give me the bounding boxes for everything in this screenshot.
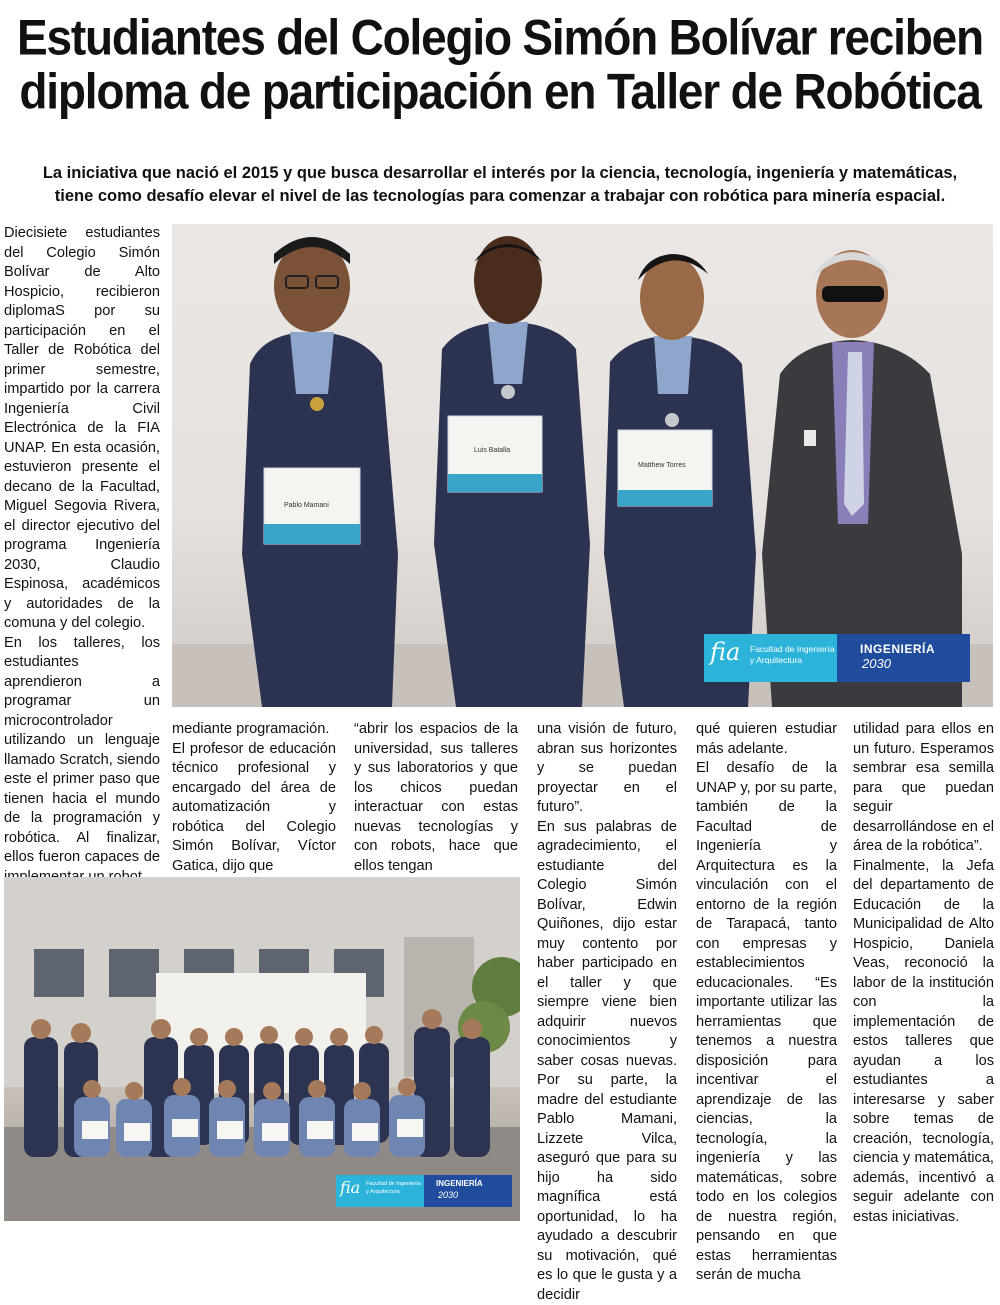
paragraph: mediante programación. bbox=[172, 720, 336, 740]
ingenieria-logo-word: INGENIERÍA bbox=[860, 642, 935, 656]
paragraph: En sus palabras de agradecimiento, el estudiante del Colegio Simón Bolívar, Edwin Quiñones, dijo estar muy contento por haber participado en el taller y que siempre viene bien adquirir nuevos conocimientos y saber cosas nuevas. Por su parte, la madre del estudiante Pablo Mamani, Lizzete Vilca, aseguró que para su hijo ha sido magnífica está oportunidad, lo ha ayudado a descubrir su motivación, qué es lo que le gusta y a decidir bbox=[537, 818, 677, 1305]
paragraph: El desafío de la UNAP y, por su parte, también de la Facultad de Ingeniería y Arquitectura es la vinculación con el entorno de la región de Tarapacá, tanto con empresas y establecimientos educacionales. “Es importante utilizar las herramientas que tenemos a nuestra disposición para incentivar el aprendizaje de las ciencias, la tecnología, la ingeniería y las matemáticas, sobre todo en los colegios de nuestra región, pensando en que estas herramientas serán de mucha bbox=[696, 759, 837, 1286]
headline bbox=[0, 10, 1000, 118]
diploma-name: Pablo Mamani bbox=[284, 502, 329, 509]
paragraph: Finalmente, la Jefa del departamento de Educación de la Municipalidad de Alto Hospicio, Daniela Veas, reconoció la labor de la institución con la implementación de estos talleres que ayudan a los estudiantes a interesarse y saber sobre temas de creación, tecnología, ciencia y matemática, además, incentivó a seguir adelante con estas iniciativas. bbox=[853, 857, 994, 1228]
main-photo bbox=[172, 224, 993, 707]
headline-line-1: Estudiantes del Colegio Simón Bolívar reciben bbox=[17, 9, 983, 65]
student-2 bbox=[434, 236, 590, 707]
ingenieria-logo-word: INGENIERÍA bbox=[436, 1179, 483, 1188]
group-photo bbox=[4, 877, 520, 1221]
paragraph: una visión de futuro, abran sus horizontes y se puedan proyectar en el futuro”. bbox=[537, 720, 677, 818]
column-6 bbox=[853, 720, 994, 1227]
paragraph: En los talleres, los estudiantes aprendieron a programar un microcontrolador utilizando un lenguaje llamado Scratch, siendo este el primer paso que tienen hacia el mundo de la programación y robótica. Al finalizar, ellos fueron capaces de bbox=[4, 634, 160, 888]
paragraph: qué quieren estudiar más adelante. bbox=[696, 720, 837, 759]
fia-logo-text-1: Facultad de Ingeniería bbox=[750, 644, 835, 654]
fia-logo-text-1: Facultad de Ingeniería bbox=[366, 1181, 421, 1187]
diploma-name: Luis Batalla bbox=[474, 447, 510, 454]
paragraph: utilidad para ellos en un futuro. Esperamos sembrar esa semilla para que puedan seguir desarrollándose en el área de la robótica”. bbox=[853, 720, 994, 857]
column-2 bbox=[172, 720, 336, 876]
diploma-name: Matthew Torres bbox=[638, 462, 686, 469]
column-3 bbox=[354, 720, 518, 876]
students-photo-illustration bbox=[172, 224, 993, 707]
column-5 bbox=[696, 720, 837, 1286]
column-1 bbox=[4, 224, 160, 887]
deck-line-2: tiene como desafío elevar el nivel de las tecnologías para comenzar a trabajar con robótica para minería espacial. bbox=[55, 187, 945, 205]
fia-logo-text-2: y Arquitectura bbox=[366, 1189, 400, 1195]
fia-logo: fia bbox=[340, 1178, 360, 1197]
fia-logo: fia bbox=[710, 638, 740, 666]
ingenieria-logo-year: 2030 bbox=[438, 1190, 458, 1200]
ingenieria-logo-year: 2030 bbox=[862, 656, 891, 671]
headline-line-2: diploma de participación en Taller de Robótica bbox=[19, 63, 980, 119]
paragraph: Diecisiete estudiantes del Colegio Simón Bolívar de Alto Hospicio, recibieron diplomaS por su participación en el Taller de Robótica del primer semestre, impartido por la carrera Ingeniería Civil Electrónica de la FIA UNAP. En esta ocasión, estuvieron presente el decano de la Facultad, Miguel Segovia Rivera, el director ejecutivo del programa Ingeniería 2030, Claudio Espinosa, académicos y autoridades de la comuna y del colegio. bbox=[4, 224, 160, 634]
group-photo-illustration bbox=[4, 877, 520, 1221]
column-4 bbox=[537, 720, 677, 1305]
paragraph: El profesor de educación técnico profesional y encargado del área de automatización y robótica del Colegio Simón Bolívar, Víctor Gatica, dijo que bbox=[172, 740, 336, 877]
paragraph: “abrir los espacios de la universidad, sus talleres y sus laboratorios y que los chicos puedan interactuar con estas nuevas tecnologías y con robots, hace que ellos tengan bbox=[354, 720, 518, 876]
fia-logo-text-2: y Arquitectura bbox=[750, 655, 802, 665]
deck bbox=[12, 162, 988, 208]
deck-line-1: La iniciativa que nació el 2015 y que busca desarrollar el interés por la ciencia, tecnología, ingeniería y matemáticas, bbox=[43, 164, 957, 182]
student-1 bbox=[242, 237, 398, 707]
